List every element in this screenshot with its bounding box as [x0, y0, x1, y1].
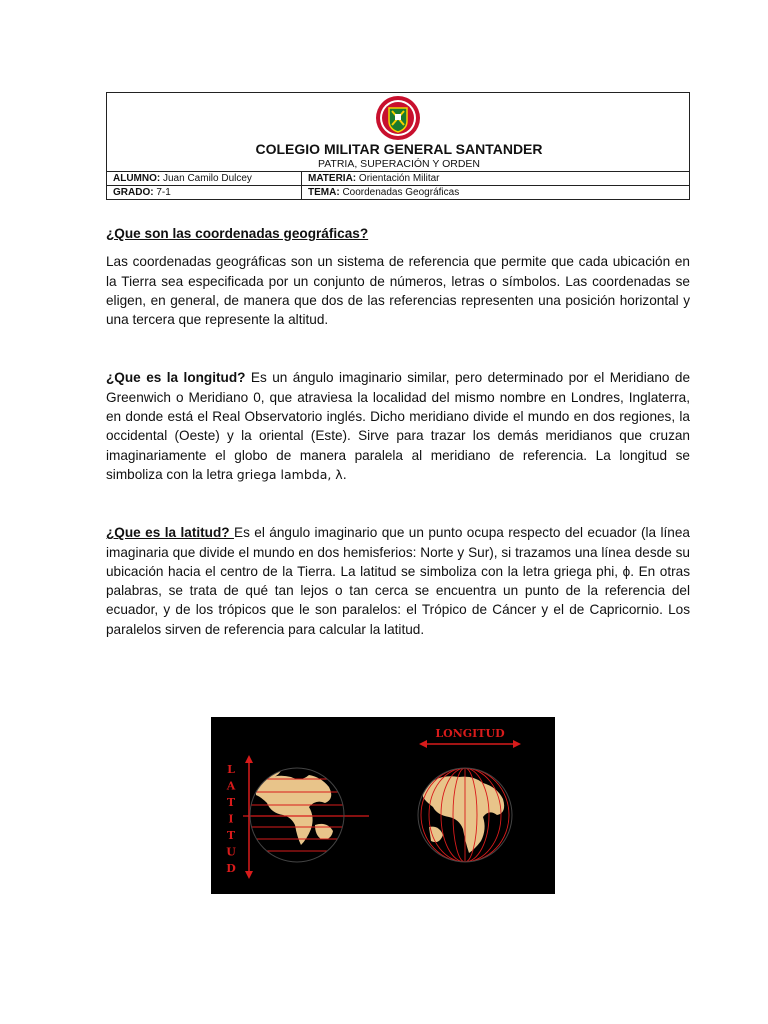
latitude-letter: I: [228, 812, 234, 826]
section-title-coordinates: ¿Que son las coordenadas geográficas?: [106, 226, 369, 241]
longitude-globe: [418, 767, 512, 863]
grade-label: GRADO:: [113, 187, 154, 198]
student-cell: [107, 172, 302, 186]
paragraph-coordinates: Las coordenadas geográficas son un sistema de referencia que permite que cada ubicación en la Tierra sea especificada por un conjunto de números, letras o símbolos. Las coordenadas se eligen, en general, de manera que dos de las referencias representen una posición horizontal y una tercera que represente la altitud.: [106, 254, 690, 328]
school-name: COLEGIO MILITAR GENERAL SANTANDER: [255, 141, 543, 157]
subject-value: Orientación Militar: [356, 173, 440, 184]
paragraph-latitude: [106, 523, 690, 639]
section-title-longitude: ¿Que es la longitud?: [106, 370, 246, 386]
grade-cell: [107, 186, 302, 200]
latitude-body: Es el ángulo imaginario que un punto ocupa respecto del ecuador (la línea imaginaria que divide el mundo en dos hemisferios: Norte y Sur), si trazamos una línea desde su ubicación hacia el centro de la Tierra. La latitud se simboliza con la letra griega phi, ϕ. En otras palabras, se trata de qué tan lejos o tan cerca se encuentra un punto de la referencia del ecuador, y de los trópicos que le son paralelos: el Trópico de Cáncer y el de Capricornio. Los paralelos sirven de referencia para calcular la latitud.: [106, 525, 690, 637]
header-box: [106, 92, 690, 200]
subject-cell: [302, 172, 690, 186]
student-label: ALUMNO:: [113, 173, 161, 184]
longitude-body: Es un ángulo imaginario similar, pero determinado por el Meridiano de Greenwich o Meridiano 0, que atraviesa la localidad del mismo nombre en Londres, Inglaterra, en donde está el Real Observatorio inglés. Dicho meridiano divide el mundo en dos regiones, la occidental (Oeste) y la oriental (Este). Sirve para trazar los demás meridianos que cruzan imaginariamente el globo de manera paralela al meridiano de referencia. La longitud se simboliza con la letra: [106, 370, 691, 482]
topic-value: Coordenadas Geográficas: [339, 187, 460, 198]
longitude-tail: griega lambda, λ.: [236, 466, 347, 482]
globes-figure: [211, 717, 555, 894]
latitude-letter: A: [226, 779, 236, 793]
info-table: [106, 171, 690, 200]
paragraph-longitude: [106, 368, 690, 484]
latitude-letter: T: [226, 829, 236, 842]
latitude-letter: T: [226, 796, 236, 809]
topic-label: TEMA:: [308, 187, 340, 198]
grade-value: 7-1: [153, 187, 171, 198]
latitude-letter: L: [227, 763, 235, 776]
latitude-letter: U: [226, 845, 236, 859]
latitude-globe: [241, 768, 369, 862]
school-crest-icon: [375, 95, 421, 141]
school-motto: PATRIA, SUPERACIÓN Y ORDEN: [317, 158, 480, 170]
topic-cell: [302, 186, 690, 200]
latitude-letter: D: [226, 862, 236, 875]
subject-label: MATERIA:: [308, 173, 357, 184]
longitude-label: LONGITUD: [435, 727, 505, 740]
globes-illustration: [211, 717, 555, 894]
student-value: Juan Camilo Dulcey: [160, 173, 252, 184]
table-row: [107, 186, 690, 200]
document-content: [106, 224, 690, 639]
table-row: [107, 172, 690, 186]
section-title-latitude: ¿Que es la latitud?: [106, 525, 234, 541]
